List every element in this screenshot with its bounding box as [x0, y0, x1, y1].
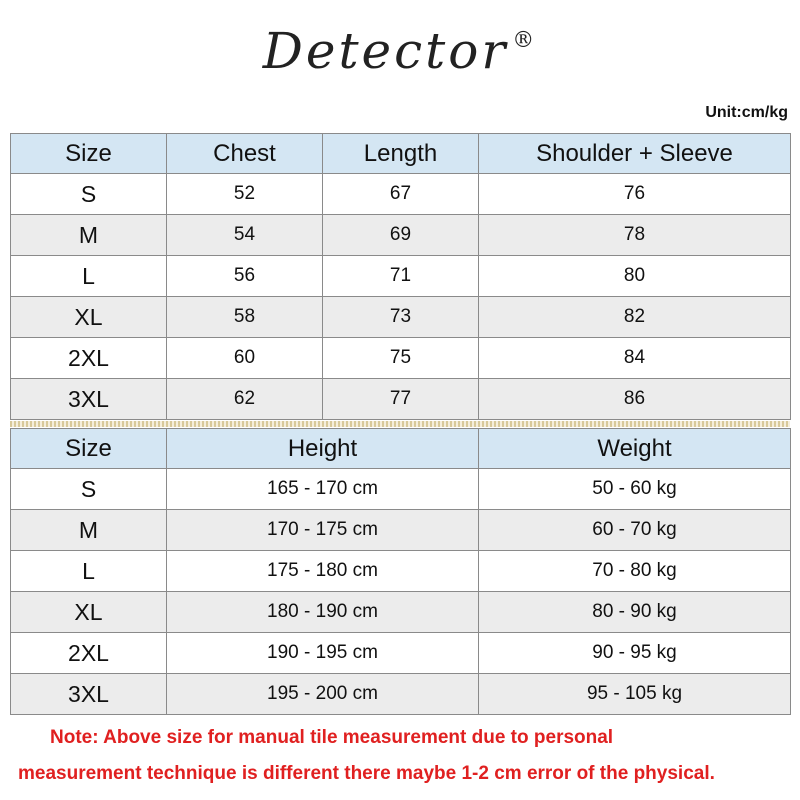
- size-cell: M: [11, 510, 167, 551]
- size-cell: 3XL: [11, 379, 167, 420]
- weight-cell: 90 - 95 kg: [479, 633, 791, 674]
- table-row: [11, 674, 791, 715]
- shoulder-sleeve-cell: 78: [479, 215, 791, 256]
- height-cell: 190 - 195 cm: [167, 633, 479, 674]
- table-header-row: [11, 134, 791, 174]
- chest-cell: 58: [167, 297, 323, 338]
- table-row: [11, 297, 791, 338]
- height-cell: 180 - 190 cm: [167, 592, 479, 633]
- chest-cell: 60: [167, 338, 323, 379]
- size-cell: 2XL: [11, 338, 167, 379]
- header-size: Size: [11, 429, 167, 469]
- height-cell: 195 - 200 cm: [167, 674, 479, 715]
- size-cell: L: [11, 256, 167, 297]
- unit-label: Unit:cm/kg: [705, 104, 788, 121]
- table-row: [11, 174, 791, 215]
- length-cell: 69: [323, 215, 479, 256]
- size-cell: S: [11, 174, 167, 215]
- size-cell: XL: [11, 297, 167, 338]
- table-separator: [10, 421, 790, 427]
- measurement-note-line-1: Note: Above size for manual tile measurement due to personal: [50, 727, 614, 748]
- table-row: [11, 551, 791, 592]
- table-row: [11, 215, 791, 256]
- weight-cell: 80 - 90 kg: [479, 592, 791, 633]
- header-weight: Weight: [479, 429, 791, 469]
- header-size: Size: [11, 134, 167, 174]
- brand-logo: [0, 22, 800, 80]
- table-row: [11, 338, 791, 379]
- size-cell: L: [11, 551, 167, 592]
- size-cell: 2XL: [11, 633, 167, 674]
- measurement-note-line-2: measurement technique is different there maybe 1-2 cm error of the physical.: [18, 763, 715, 784]
- shoulder-sleeve-cell: 86: [479, 379, 791, 420]
- header-chest: Chest: [167, 134, 323, 174]
- header-length: Length: [323, 134, 479, 174]
- chest-cell: 54: [167, 215, 323, 256]
- table-header-row: [11, 429, 791, 469]
- shoulder-sleeve-cell: 84: [479, 338, 791, 379]
- shoulder-sleeve-cell: 76: [479, 174, 791, 215]
- fit-table: [10, 428, 791, 715]
- header-height: Height: [167, 429, 479, 469]
- weight-cell: 70 - 80 kg: [479, 551, 791, 592]
- header-shoulder-sleeve: Shoulder + Sleeve: [479, 134, 791, 174]
- table-row: [11, 379, 791, 420]
- height-cell: 165 - 170 cm: [167, 469, 479, 510]
- chest-cell: 62: [167, 379, 323, 420]
- size-cell: S: [11, 469, 167, 510]
- weight-cell: 60 - 70 kg: [479, 510, 791, 551]
- registered-mark: ®: [512, 28, 538, 53]
- brand-name: Detector: [262, 22, 509, 80]
- weight-cell: 50 - 60 kg: [479, 469, 791, 510]
- length-cell: 73: [323, 297, 479, 338]
- size-cell: XL: [11, 592, 167, 633]
- shoulder-sleeve-cell: 80: [479, 256, 791, 297]
- height-cell: 175 - 180 cm: [167, 551, 479, 592]
- table-row: [11, 256, 791, 297]
- length-cell: 75: [323, 338, 479, 379]
- table-row: [11, 633, 791, 674]
- table-row: [11, 510, 791, 551]
- length-cell: 77: [323, 379, 479, 420]
- shoulder-sleeve-cell: 82: [479, 297, 791, 338]
- table-row: [11, 592, 791, 633]
- height-cell: 170 - 175 cm: [167, 510, 479, 551]
- weight-cell: 95 - 105 kg: [479, 674, 791, 715]
- chest-cell: 52: [167, 174, 323, 215]
- measurements-table: [10, 133, 791, 420]
- length-cell: 67: [323, 174, 479, 215]
- table-row: [11, 469, 791, 510]
- size-cell: M: [11, 215, 167, 256]
- size-cell: 3XL: [11, 674, 167, 715]
- length-cell: 71: [323, 256, 479, 297]
- chest-cell: 56: [167, 256, 323, 297]
